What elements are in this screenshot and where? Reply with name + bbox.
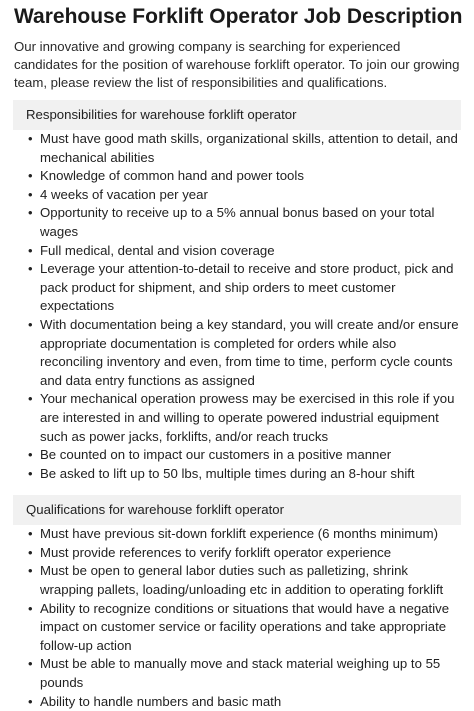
list-item: • Be counted on to impact our customers in a positive manner bbox=[28, 446, 460, 465]
list-item: • Full medical, dental and vision coverage bbox=[28, 242, 460, 261]
bullet-icon: • bbox=[28, 526, 33, 542]
list-item: • 4 weeks of vacation per year bbox=[28, 186, 460, 205]
list-item: • Ability to recognize conditions or situations that would have a negative impact on customer service or facility operations and take appropriate follow-up action bbox=[28, 600, 450, 653]
bullet-icon: • bbox=[28, 242, 33, 258]
list-item: • Opportunity to receive up to a 5% annual bonus based on your total wages bbox=[28, 205, 435, 239]
list-item: • Be asked to lift up to 50 lbs, multiple times during an 8-hour shift bbox=[28, 465, 460, 484]
bullet-icon: • bbox=[28, 391, 33, 407]
bullet-icon: • bbox=[28, 600, 33, 616]
bullet-icon: • bbox=[28, 656, 33, 672]
bullet-icon: • bbox=[28, 447, 33, 463]
bullet-icon: • bbox=[28, 205, 33, 221]
bullet-icon: • bbox=[28, 261, 33, 277]
bullet-icon: • bbox=[28, 693, 33, 709]
list-item: • Must be able to manually move and stack material weighing up to 55 pounds bbox=[28, 656, 441, 691]
list-item: • Must have good math skills, organizational skills, attention to detail, and mechanical abilities bbox=[28, 131, 458, 165]
list-item: • Ability to handle numbers and basic math bbox=[28, 693, 460, 711]
page-title: Warehouse Forklift Operator Job Description bbox=[14, 5, 463, 28]
bullet-icon: • bbox=[28, 563, 33, 579]
list-item: • Knowledge of common hand and power tools bbox=[28, 167, 460, 186]
intro-paragraph: Our innovative and growing company is searching for experienced candidates for the position of warehouse forklift operator. To join our growing team, please review the list of responsibilities and qualifications. bbox=[14, 39, 460, 90]
list-item: • Leverage your attention-to-detail to receive and store product, pick and pack product for shipment, and ship orders to meet customer expectations bbox=[28, 261, 454, 314]
bullet-icon: • bbox=[28, 168, 33, 184]
list-item: • With documentation being a key standard, you will create and/or ensure appropriate documentation is completed for orders while also reconciling inventory and even, from time to time, perform cycle counts and data entry functions as assigned bbox=[28, 316, 459, 388]
list-item: • Must provide references to verify forklift operator experience bbox=[28, 544, 460, 563]
list-item: • Your mechanical operation prowess may be exercised in this role if you are interested in and willing to operate powered industrial equipment such as power jacks, forklifts, and/or reach trucks bbox=[28, 391, 455, 444]
qualifications-list bbox=[14, 525, 460, 711]
responsibilities-header: Responsibilities for warehouse forklift operator bbox=[13, 100, 461, 130]
qualifications-header: Qualifications for warehouse forklift operator bbox=[13, 495, 461, 525]
bullet-icon: • bbox=[28, 544, 33, 560]
bullet-icon: • bbox=[28, 465, 33, 481]
responsibilities-list bbox=[14, 130, 460, 483]
bullet-icon: • bbox=[28, 186, 33, 202]
bullet-icon: • bbox=[28, 131, 33, 146]
list-item: • Must have previous sit-down forklift experience (6 months minimum) bbox=[28, 525, 460, 544]
bullet-icon: • bbox=[28, 316, 33, 332]
list-item: • Must be open to general labor duties such as palletizing, shrink wrapping pallets, loading/unloading etc in addition to operating forklift bbox=[28, 563, 444, 598]
